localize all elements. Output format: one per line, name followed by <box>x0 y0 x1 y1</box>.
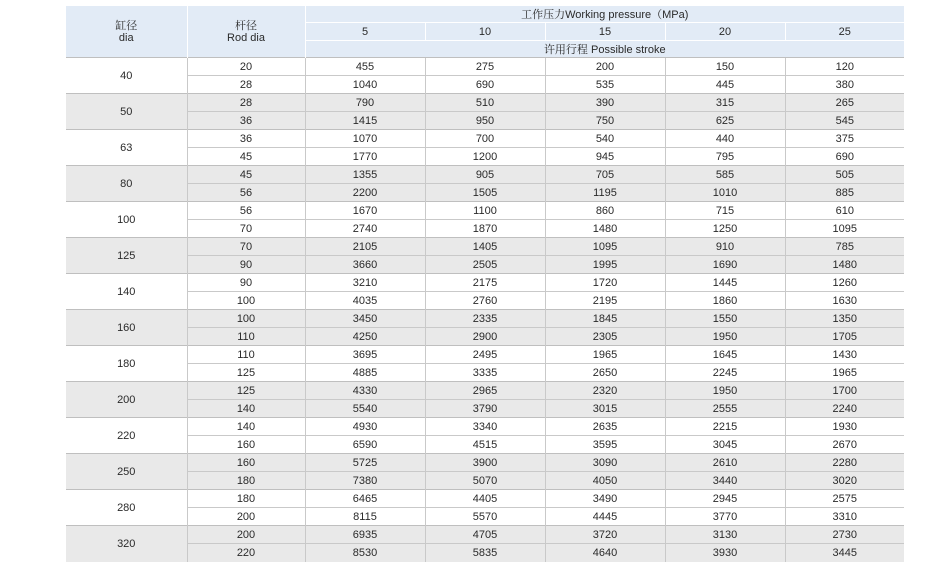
table-row <box>66 166 904 184</box>
stroke-value-cell: 1690 <box>665 256 785 274</box>
stroke-value-cell: 2635 <box>545 418 665 436</box>
stroke-value-cell: 2945 <box>665 490 785 508</box>
table-row <box>66 76 904 94</box>
stroke-value-cell: 1070 <box>305 130 425 148</box>
table-row <box>66 274 904 292</box>
stroke-value-cell: 8115 <box>305 508 425 526</box>
stroke-value-cell: 3720 <box>545 526 665 544</box>
stroke-value-cell: 2670 <box>785 436 904 454</box>
stroke-value-cell: 6935 <box>305 526 425 544</box>
stroke-value-cell: 3210 <box>305 274 425 292</box>
stroke-value-cell: 510 <box>425 94 545 112</box>
stroke-value-cell: 790 <box>305 94 425 112</box>
stroke-value-cell: 4705 <box>425 526 545 544</box>
stroke-value-cell: 860 <box>545 202 665 220</box>
stroke-value-cell: 1930 <box>785 418 904 436</box>
stroke-value-cell: 1965 <box>785 364 904 382</box>
stroke-value-cell: 3090 <box>545 454 665 472</box>
stroke-value-cell: 5835 <box>425 544 545 562</box>
table-row <box>66 436 904 454</box>
table-body <box>66 58 904 562</box>
bore-diameter-cell: 220 <box>66 418 187 454</box>
table-row <box>66 220 904 238</box>
stroke-value-cell: 3020 <box>785 472 904 490</box>
table-row <box>66 328 904 346</box>
stroke-value-cell: 700 <box>425 130 545 148</box>
stroke-value-cell: 2555 <box>665 400 785 418</box>
rod-diameter-cell: 180 <box>187 472 305 490</box>
stroke-value-cell: 5070 <box>425 472 545 490</box>
table-row <box>66 382 904 400</box>
stroke-value-cell: 2195 <box>545 292 665 310</box>
table-row <box>66 400 904 418</box>
stroke-value-cell: 1770 <box>305 148 425 166</box>
rod-header-cn: 杆径 <box>235 19 257 32</box>
stroke-value-cell: 3900 <box>425 454 545 472</box>
rod-diameter-cell: 125 <box>187 364 305 382</box>
stroke-value-cell: 2495 <box>425 346 545 364</box>
stroke-value-cell: 750 <box>545 112 665 130</box>
table-row <box>66 94 904 112</box>
rod-diameter-cell: 160 <box>187 436 305 454</box>
table-row <box>66 364 904 382</box>
stroke-value-cell: 1705 <box>785 328 904 346</box>
stroke-value-cell: 1195 <box>545 184 665 202</box>
stroke-value-cell: 1040 <box>305 76 425 94</box>
stroke-value-cell: 785 <box>785 238 904 256</box>
stroke-value-cell: 4035 <box>305 292 425 310</box>
stroke-value-cell: 5540 <box>305 400 425 418</box>
stroke-value-cell: 3770 <box>665 508 785 526</box>
rod-diameter-cell: 200 <box>187 526 305 544</box>
stroke-value-cell: 375 <box>785 130 904 148</box>
stroke-value-cell: 545 <box>785 112 904 130</box>
table-row <box>66 346 904 364</box>
stroke-value-cell: 2280 <box>785 454 904 472</box>
bore-header-cn: 缸径 <box>115 19 138 32</box>
stroke-value-cell: 150 <box>665 58 785 76</box>
stroke-value-cell: 795 <box>665 148 785 166</box>
table-row <box>66 472 904 490</box>
stroke-value-cell: 315 <box>665 94 785 112</box>
stroke-value-cell: 690 <box>785 148 904 166</box>
stroke-value-cell: 4330 <box>305 382 425 400</box>
stroke-value-cell: 2740 <box>305 220 425 238</box>
rod-diameter-cell: 140 <box>187 400 305 418</box>
bore-diameter-cell: 160 <box>66 310 187 346</box>
rod-diameter-cell: 20 <box>187 58 305 76</box>
rod-diameter-cell: 100 <box>187 292 305 310</box>
stroke-value-cell: 3790 <box>425 400 545 418</box>
rod-diameter-header <box>187 6 305 58</box>
bore-diameter-cell: 63 <box>66 130 187 166</box>
stroke-value-cell: 505 <box>785 166 904 184</box>
stroke-value-cell: 945 <box>545 148 665 166</box>
stroke-value-cell: 2650 <box>545 364 665 382</box>
bore-diameter-cell: 125 <box>66 238 187 274</box>
table-row <box>66 454 904 472</box>
rod-diameter-cell: 56 <box>187 184 305 202</box>
stroke-value-cell: 2965 <box>425 382 545 400</box>
stroke-value-cell: 390 <box>545 94 665 112</box>
table-row <box>66 184 904 202</box>
stroke-value-cell: 3595 <box>545 436 665 454</box>
rod-diameter-cell: 45 <box>187 166 305 184</box>
stroke-value-cell: 1355 <box>305 166 425 184</box>
stroke-value-cell: 2505 <box>425 256 545 274</box>
stroke-value-cell: 4445 <box>545 508 665 526</box>
stroke-value-cell: 6465 <box>305 490 425 508</box>
stroke-value-cell: 2305 <box>545 328 665 346</box>
stroke-value-cell: 380 <box>785 76 904 94</box>
stroke-value-cell: 585 <box>665 166 785 184</box>
stroke-value-cell: 3340 <box>425 418 545 436</box>
stroke-value-cell: 705 <box>545 166 665 184</box>
stroke-value-cell: 1480 <box>785 256 904 274</box>
stroke-value-cell: 715 <box>665 202 785 220</box>
stroke-value-cell: 910 <box>665 238 785 256</box>
stroke-value-cell: 1700 <box>785 382 904 400</box>
stroke-value-cell: 3310 <box>785 508 904 526</box>
stroke-value-cell: 3695 <box>305 346 425 364</box>
stroke-value-cell: 1095 <box>785 220 904 238</box>
rod-diameter-cell: 110 <box>187 328 305 346</box>
rod-diameter-cell: 45 <box>187 148 305 166</box>
rod-diameter-cell: 100 <box>187 310 305 328</box>
stroke-value-cell: 1445 <box>665 274 785 292</box>
stroke-value-cell: 2335 <box>425 310 545 328</box>
rod-diameter-cell: 90 <box>187 274 305 292</box>
pressure-20-header: 20 <box>665 23 785 41</box>
stroke-value-cell: 2730 <box>785 526 904 544</box>
stroke-value-cell: 1720 <box>545 274 665 292</box>
rod-diameter-cell: 28 <box>187 76 305 94</box>
bore-diameter-cell: 100 <box>66 202 187 238</box>
stroke-value-cell: 1950 <box>665 382 785 400</box>
stroke-value-cell: 3660 <box>305 256 425 274</box>
stroke-value-cell: 3015 <box>545 400 665 418</box>
bore-diameter-cell: 320 <box>66 526 187 562</box>
stroke-value-cell: 690 <box>425 76 545 94</box>
pressure-15-header: 15 <box>545 23 665 41</box>
stroke-value-cell: 1480 <box>545 220 665 238</box>
stroke-value-cell: 1860 <box>665 292 785 310</box>
table-row <box>66 58 904 76</box>
stroke-value-cell: 540 <box>545 130 665 148</box>
stroke-value-cell: 4515 <box>425 436 545 454</box>
stroke-value-cell: 5570 <box>425 508 545 526</box>
table-row <box>66 148 904 166</box>
table-row <box>66 418 904 436</box>
pressure-25-header: 25 <box>785 23 904 41</box>
rod-diameter-cell: 220 <box>187 544 305 562</box>
stroke-value-cell: 1965 <box>545 346 665 364</box>
stroke-value-cell: 2240 <box>785 400 904 418</box>
rod-diameter-cell: 180 <box>187 490 305 508</box>
stroke-value-cell: 950 <box>425 112 545 130</box>
bore-diameter-header <box>66 6 187 58</box>
stroke-value-cell: 535 <box>545 76 665 94</box>
table-row <box>66 256 904 274</box>
rod-diameter-cell: 160 <box>187 454 305 472</box>
stroke-value-cell: 1630 <box>785 292 904 310</box>
table-header <box>66 6 904 58</box>
stroke-value-cell: 440 <box>665 130 785 148</box>
table-row <box>66 310 904 328</box>
stroke-value-cell: 2175 <box>425 274 545 292</box>
stroke-table <box>66 6 904 562</box>
table-row <box>66 490 904 508</box>
table-row <box>66 544 904 562</box>
rod-diameter-cell: 36 <box>187 112 305 130</box>
stroke-value-cell: 610 <box>785 202 904 220</box>
stroke-value-cell: 275 <box>425 58 545 76</box>
stroke-value-cell: 3440 <box>665 472 785 490</box>
stroke-value-cell: 4885 <box>305 364 425 382</box>
stroke-value-cell: 3450 <box>305 310 425 328</box>
rod-header-en: Rod dia <box>227 31 265 44</box>
stroke-value-cell: 2105 <box>305 238 425 256</box>
stroke-value-cell: 1645 <box>665 346 785 364</box>
stroke-value-cell: 2200 <box>305 184 425 202</box>
stroke-value-cell: 1870 <box>425 220 545 238</box>
stroke-value-cell: 3130 <box>665 526 785 544</box>
bore-diameter-cell: 140 <box>66 274 187 310</box>
table-row <box>66 508 904 526</box>
rod-diameter-cell: 70 <box>187 238 305 256</box>
stroke-value-cell: 455 <box>305 58 425 76</box>
bore-diameter-cell: 50 <box>66 94 187 130</box>
rod-diameter-cell: 125 <box>187 382 305 400</box>
bore-header-en: dia <box>118 31 134 44</box>
stroke-value-cell: 2320 <box>545 382 665 400</box>
stroke-value-cell: 3445 <box>785 544 904 562</box>
stroke-value-cell: 2900 <box>425 328 545 346</box>
bore-diameter-cell: 250 <box>66 454 187 490</box>
stroke-value-cell: 6590 <box>305 436 425 454</box>
stroke-value-cell: 885 <box>785 184 904 202</box>
stroke-value-cell: 200 <box>545 58 665 76</box>
stroke-value-cell: 1350 <box>785 310 904 328</box>
possible-stroke-header: 许用行程 Possible stroke <box>305 41 904 58</box>
working-pressure-header: 工作压力Working pressure（MPa) <box>305 6 904 23</box>
rod-diameter-cell: 200 <box>187 508 305 526</box>
stroke-value-cell: 905 <box>425 166 545 184</box>
stroke-value-cell: 3045 <box>665 436 785 454</box>
stroke-value-cell: 1505 <box>425 184 545 202</box>
stroke-value-cell: 2610 <box>665 454 785 472</box>
stroke-value-cell: 1200 <box>425 148 545 166</box>
stroke-value-cell: 8530 <box>305 544 425 562</box>
stroke-value-cell: 2575 <box>785 490 904 508</box>
stroke-value-cell: 265 <box>785 94 904 112</box>
stroke-value-cell: 1405 <box>425 238 545 256</box>
stroke-value-cell: 7380 <box>305 472 425 490</box>
stroke-value-cell: 5725 <box>305 454 425 472</box>
stroke-value-cell: 1250 <box>665 220 785 238</box>
stroke-value-cell: 3490 <box>545 490 665 508</box>
stroke-value-cell: 1950 <box>665 328 785 346</box>
bore-diameter-cell: 280 <box>66 490 187 526</box>
bore-diameter-cell: 200 <box>66 382 187 418</box>
rod-diameter-cell: 110 <box>187 346 305 364</box>
pressure-10-header: 10 <box>425 23 545 41</box>
stroke-value-cell: 445 <box>665 76 785 94</box>
table-row <box>66 238 904 256</box>
stroke-value-cell: 2760 <box>425 292 545 310</box>
rod-diameter-cell: 28 <box>187 94 305 112</box>
stroke-value-cell: 1010 <box>665 184 785 202</box>
table-row <box>66 292 904 310</box>
stroke-value-cell: 4640 <box>545 544 665 562</box>
rod-diameter-cell: 36 <box>187 130 305 148</box>
stroke-value-cell: 1845 <box>545 310 665 328</box>
stroke-value-cell: 1430 <box>785 346 904 364</box>
stroke-value-cell: 1415 <box>305 112 425 130</box>
table-row <box>66 130 904 148</box>
bore-diameter-cell: 40 <box>66 58 187 94</box>
table-row <box>66 112 904 130</box>
stroke-value-cell: 2245 <box>665 364 785 382</box>
pressure-5-header: 5 <box>305 23 425 41</box>
rod-diameter-cell: 70 <box>187 220 305 238</box>
rod-diameter-cell: 140 <box>187 418 305 436</box>
stroke-value-cell: 3335 <box>425 364 545 382</box>
stroke-value-cell: 2215 <box>665 418 785 436</box>
stroke-value-cell: 1550 <box>665 310 785 328</box>
stroke-value-cell: 4405 <box>425 490 545 508</box>
stroke-value-cell: 1100 <box>425 202 545 220</box>
stroke-value-cell: 1670 <box>305 202 425 220</box>
stroke-value-cell: 4050 <box>545 472 665 490</box>
table-row <box>66 202 904 220</box>
stroke-value-cell: 3930 <box>665 544 785 562</box>
stroke-value-cell: 1095 <box>545 238 665 256</box>
rod-diameter-cell: 90 <box>187 256 305 274</box>
stroke-value-cell: 1260 <box>785 274 904 292</box>
bore-diameter-cell: 180 <box>66 346 187 382</box>
stroke-value-cell: 4930 <box>305 418 425 436</box>
stroke-value-cell: 4250 <box>305 328 425 346</box>
stroke-value-cell: 120 <box>785 58 904 76</box>
bore-diameter-cell: 80 <box>66 166 187 202</box>
table-row <box>66 526 904 544</box>
rod-diameter-cell: 56 <box>187 202 305 220</box>
stroke-value-cell: 625 <box>665 112 785 130</box>
stroke-value-cell: 1995 <box>545 256 665 274</box>
